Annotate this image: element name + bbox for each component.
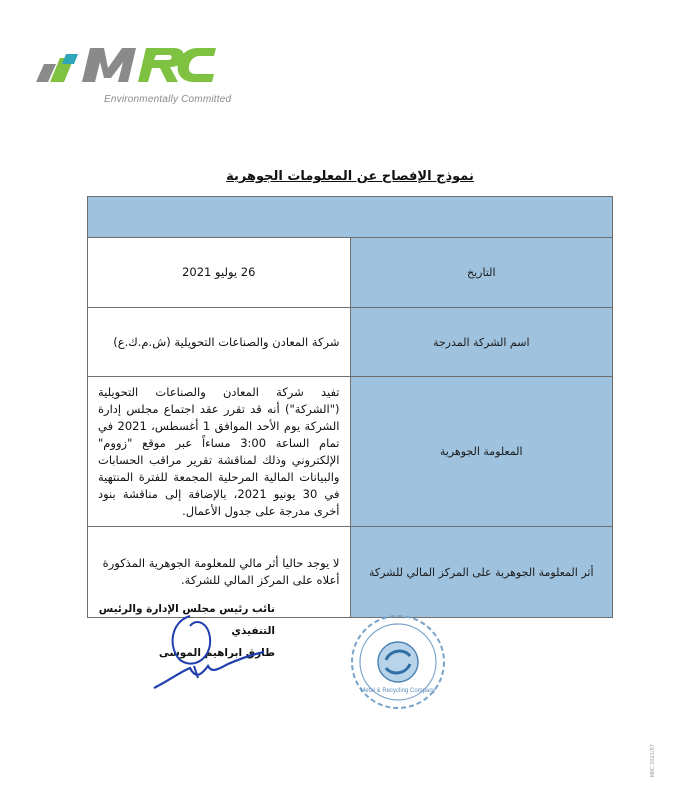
signatory-title: نائب رئيس مجلس الإدارة والرئيس التنفيذي xyxy=(98,603,275,637)
table-header-cell xyxy=(88,197,613,238)
financial-impact-value: لا يوجد حاليا أثر مالي للمعلومة الجوهرية المذكورة أعلاه على المركز المالي للشركة. xyxy=(88,527,351,618)
table-header-row xyxy=(88,197,613,238)
financial-impact-label: أثر المعلومة الجوهرية على المركز المالي للشركة xyxy=(350,527,613,618)
side-note: MRC 2021/07 xyxy=(650,744,656,778)
table-row-material-info xyxy=(88,377,613,527)
disclosure-table xyxy=(87,196,613,618)
date-label: التاريخ xyxy=(350,238,613,308)
company-label: اسم الشركة المدرجة xyxy=(350,308,613,377)
table-row-company xyxy=(88,308,613,377)
logo-letter-m xyxy=(82,48,136,82)
material-info-value: تفيد شركة المعادن والصناعات التحويلية ("الشركة") أنه قد تقرر عقد اجتماع مجلس إدارة الشركة يوم الأحد الموافق 1 أغسطس، 2021 في تمام الساعة 3:00 مساءاً عبر موقع "زووم" الإلكتروني وذلك لمناقشة تقرير مراقب الحسابات والبيانات المالية المرحلية المجمعة للفترة المنتهية في 30 يونيو 2021، بالإضافة إلى مناقشة بنود أخرى مدرجة على جدول الأعمال. xyxy=(88,377,351,527)
date-value: 26 يوليو 2021 xyxy=(88,238,351,308)
handwritten-signature xyxy=(150,608,270,693)
company-stamp xyxy=(348,612,448,712)
logo-tagline: Environmentally Committed xyxy=(104,94,232,105)
table-row-date xyxy=(88,238,613,308)
logo-mark-teal xyxy=(62,54,78,64)
stamp-text: Metal & Recycling Company xyxy=(360,688,436,694)
material-info-label: المعلومة الجوهرية xyxy=(350,377,613,527)
logo-letter-r xyxy=(138,48,184,82)
signatory-name: طارق ابراهيم الموسى xyxy=(158,647,275,659)
company-value: شركة المعادن والصناعات التحويلية (ش.م.ك.ع) xyxy=(88,308,351,377)
document-title: نموذج الإفصاح عن المعلومات الجوهرية xyxy=(226,169,474,184)
stamp-gear-icon xyxy=(352,616,444,708)
